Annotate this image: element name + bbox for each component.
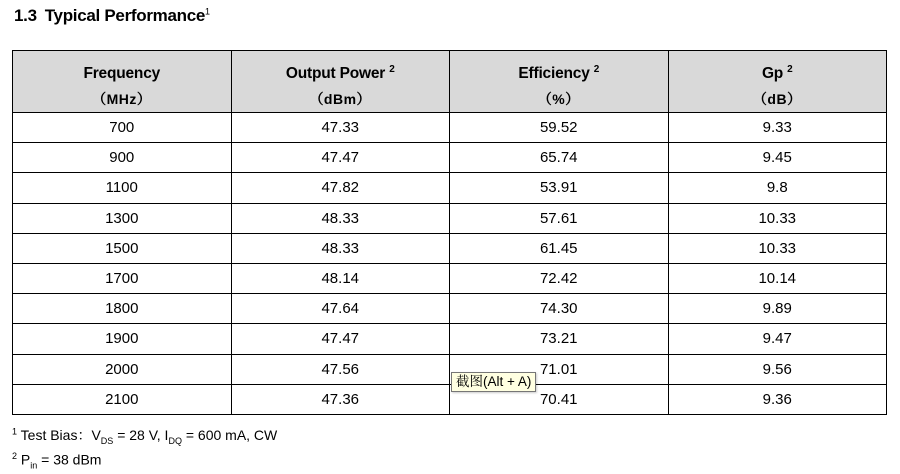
cell-output-power: 48.14 bbox=[231, 263, 450, 293]
cell-frequency: 1900 bbox=[13, 324, 232, 354]
unit-output-power: （dBm） bbox=[231, 85, 450, 113]
table-row bbox=[13, 263, 887, 293]
cell-efficiency: 53.91 bbox=[450, 173, 669, 203]
header-frequency: Frequency bbox=[13, 51, 232, 86]
table-row bbox=[13, 113, 887, 143]
footnote-1: $^1$ Test Bias：$V_{DS} = 28$ V, $I_{DQ} = 600$ mA, CW bbox=[12, 426, 278, 446]
cell-gp: 9.8 bbox=[668, 173, 887, 203]
cell-gp: 10.33 bbox=[668, 203, 887, 233]
table-row bbox=[13, 173, 887, 203]
cell-output-power: 48.33 bbox=[231, 203, 450, 233]
cell-gp: 10.14 bbox=[668, 263, 887, 293]
cell-efficiency: 57.61 bbox=[450, 203, 669, 233]
section-number: 1.3 bbox=[14, 6, 37, 25]
unit-frequency: （MHz） bbox=[13, 85, 232, 113]
cell-gp: 9.36 bbox=[668, 384, 887, 414]
cell-frequency: 1500 bbox=[13, 233, 232, 263]
unit-gp: （dB） bbox=[668, 85, 887, 113]
section-heading bbox=[14, 6, 210, 26]
cell-frequency: 2100 bbox=[13, 384, 232, 414]
table-row bbox=[13, 294, 887, 324]
cell-gp: 9.89 bbox=[668, 294, 887, 324]
header-gp: Gp $^2$ bbox=[668, 51, 887, 86]
cell-efficiency: 70.41 bbox=[450, 384, 669, 414]
table-row bbox=[13, 143, 887, 173]
cell-output-power: 47.47 bbox=[231, 143, 450, 173]
table-row bbox=[13, 233, 887, 263]
cell-efficiency: 61.45 bbox=[450, 233, 669, 263]
header-row bbox=[13, 51, 887, 86]
cell-output-power: 47.82 bbox=[231, 173, 450, 203]
cell-output-power: 47.36 bbox=[231, 384, 450, 414]
table-row bbox=[13, 354, 887, 384]
cell-efficiency: 74.30 bbox=[450, 294, 669, 324]
performance-table bbox=[12, 50, 887, 415]
footnote-ref: 1 bbox=[205, 6, 210, 17]
section-title: Typical Performance bbox=[44, 6, 206, 25]
cell-output-power: 48.33 bbox=[231, 233, 450, 263]
cell-output-power: 47.56 bbox=[231, 354, 450, 384]
unit-row bbox=[13, 85, 887, 113]
cell-frequency: 1800 bbox=[13, 294, 232, 324]
cell-gp: 10.33 bbox=[668, 233, 887, 263]
cell-efficiency: 72.42 bbox=[450, 263, 669, 293]
cell-gp: 9.33 bbox=[668, 113, 887, 143]
cell-efficiency: 73.21 bbox=[450, 324, 669, 354]
table-row bbox=[13, 324, 887, 354]
cell-efficiency: 65.74 bbox=[450, 143, 669, 173]
table-row bbox=[13, 384, 887, 414]
cell-frequency: 2000 bbox=[13, 354, 232, 384]
footnote-2: $^2$ $P_{in} = 38$ dBm bbox=[12, 451, 102, 471]
header-efficiency: Efficiency $^2$ bbox=[450, 51, 669, 86]
table-row bbox=[13, 203, 887, 233]
cell-frequency: 1100 bbox=[13, 173, 232, 203]
cell-frequency: 1300 bbox=[13, 203, 232, 233]
unit-efficiency: （%） bbox=[450, 85, 669, 113]
cell-gp: 9.56 bbox=[668, 354, 887, 384]
cell-frequency: 700 bbox=[13, 113, 232, 143]
cell-frequency: 1700 bbox=[13, 263, 232, 293]
cell-gp: 9.45 bbox=[668, 143, 887, 173]
cell-output-power: 47.33 bbox=[231, 113, 450, 143]
screenshot-tooltip: 截图(Alt + A) bbox=[451, 372, 536, 392]
header-output-power: Output Power $^2$ bbox=[231, 51, 450, 86]
cell-frequency: 900 bbox=[13, 143, 232, 173]
cell-efficiency: 59.52 bbox=[450, 113, 669, 143]
cell-efficiency: 71.01 bbox=[450, 354, 669, 384]
cell-output-power: 47.64 bbox=[231, 294, 450, 324]
cell-gp: 9.47 bbox=[668, 324, 887, 354]
cell-output-power: 47.47 bbox=[231, 324, 450, 354]
